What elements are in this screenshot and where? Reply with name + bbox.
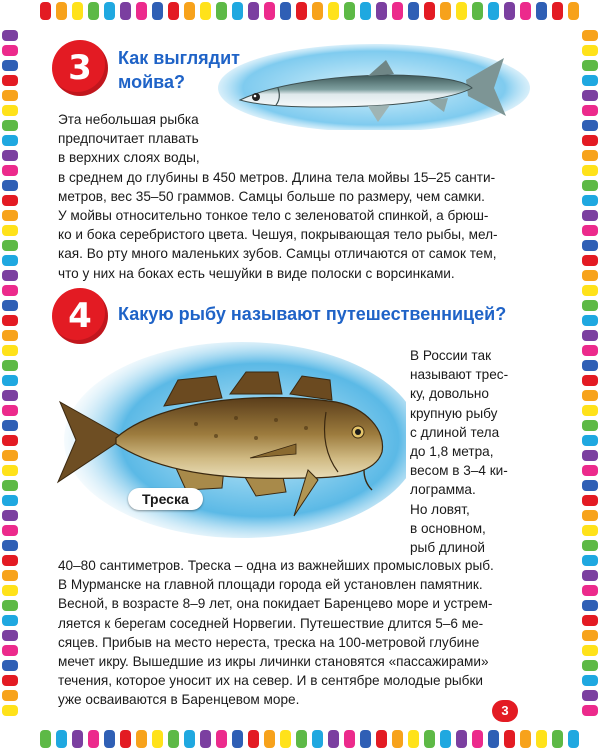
border-dot [582,255,598,266]
border-dot [424,2,435,20]
border-dot [2,615,18,626]
border-dot [344,730,355,748]
border-dot [582,705,598,716]
border-dot [360,730,371,748]
border-dot [104,2,115,20]
border-dot [2,405,18,416]
border-dot [2,315,18,326]
border-dot [312,730,323,748]
text-line: весом в 3–4 ки- [410,463,508,479]
border-dot [2,585,18,596]
border-dot [200,2,211,20]
border-dot [344,2,355,20]
border-dot [2,600,18,611]
border-dot [280,2,291,20]
border-dot [552,730,563,748]
right-border [582,0,600,750]
border-dot [582,45,598,56]
border-dot [2,285,18,296]
border-dot [582,330,598,341]
border-dot [120,2,131,20]
border-dot [582,180,598,191]
border-dot [2,45,18,56]
cod-illustration [46,340,406,538]
border-dot [248,2,259,20]
border-dot [168,2,179,20]
border-dot [582,630,598,641]
border-dot [456,730,467,748]
border-dot [582,120,598,131]
border-dot [248,730,259,748]
border-dot [582,540,598,551]
border-dot [2,255,18,266]
border-dot [582,75,598,86]
border-dot [440,730,451,748]
border-dot [2,540,18,551]
border-dot [582,315,598,326]
border-dot [2,75,18,86]
border-dot [232,2,243,20]
border-dot [392,2,403,20]
text-line: что у них на боках есть чешуйки в виде полоски с ворсинками. [58,265,455,281]
border-dot [2,360,18,371]
border-dot [2,150,18,161]
text-line: предпочитает плавать [58,131,199,147]
border-dot [2,480,18,491]
border-dot [2,165,18,176]
border-dot [152,730,163,748]
border-dot [328,730,339,748]
border-dot [152,2,163,20]
border-dot [582,150,598,161]
border-dot [2,495,18,506]
border-dot [582,285,598,296]
text-line: Весной, в возрасте 8–9 лет, она покидает Баренцево море и устрем- [58,596,493,612]
border-dot [360,2,371,20]
border-dot [472,730,483,748]
border-dot [2,120,18,131]
border-dot [2,330,18,341]
text-line: называют трес- [410,367,509,383]
border-dot [2,60,18,71]
text-line: лограмма. [410,482,476,498]
border-dot [264,2,275,20]
border-dot [2,555,18,566]
border-dot [520,730,531,748]
border-dot [216,2,227,20]
border-dot [2,435,18,446]
border-dot [582,480,598,491]
text-line: в среднем до глубины в 450 метров. Длина тела мойвы 15–25 санти- [58,169,496,185]
border-dot [40,2,51,20]
border-dot [2,195,18,206]
border-dot [2,645,18,656]
border-dot [216,730,227,748]
text-line: Эта небольшая рыбка [58,112,199,127]
border-dot [488,2,499,20]
text-line: У мойвы относительно тонкое тело с зеленоватой спинкой, а брюш- [58,208,489,224]
border-dot [582,240,598,251]
top-border [0,2,600,22]
border-dot [88,730,99,748]
border-dot [2,225,18,236]
text-line: Но ловят, [410,501,470,517]
border-dot [296,2,307,20]
border-dot [2,690,18,701]
border-dot [280,730,291,748]
border-dot [582,390,598,401]
border-dot [536,730,547,748]
border-dot [2,210,18,221]
border-dot [232,730,243,748]
border-dot [582,600,598,611]
text-line: 40–80 сантиметров. Треска – одна из важнейших промысловых рыб. [58,558,494,573]
border-dot [184,2,195,20]
border-dot [582,345,598,356]
text-line: до 1,8 метра, [410,444,494,460]
border-dot [2,660,18,671]
border-dot [582,270,598,281]
text-line: с длиной тела [410,424,500,440]
border-dot [520,2,531,20]
text-line: метров, вес 35–50 граммов. Самцы больше по размеру, чем самки. [58,188,485,204]
border-dot [56,2,67,20]
border-dot [312,2,323,20]
border-dot [582,585,598,596]
text-line: уже осваиваются в Баренцевом море. [58,692,300,708]
border-dot [2,570,18,581]
border-dot [582,465,598,476]
border-dot [582,435,598,446]
section-4-text [58,556,538,710]
text-line: сяцев. Прибыв на место нереста, треска на 100-метровой глубине [58,634,480,650]
border-dot [582,210,598,221]
text-line: течения, которое уносит их на север. И в сентябре молодые рыбки [58,673,483,689]
border-dot [582,225,598,236]
border-dot [582,90,598,101]
border-dot [536,2,547,20]
section-4-side-text [410,346,546,557]
border-dot [582,615,598,626]
border-dot [582,195,598,206]
border-dot [184,730,195,748]
border-dot [392,730,403,748]
border-dot [2,465,18,476]
border-dot [72,730,83,748]
section-4-title: Какую рыбу называют путешественницей? [118,304,507,324]
border-dot [582,105,598,116]
section-3-number-badge: 3 [52,40,108,96]
border-dot [582,30,598,41]
left-border [2,0,22,750]
border-dot [2,90,18,101]
border-dot [72,2,83,20]
border-dot [582,570,598,581]
border-dot [582,165,598,176]
border-dot [582,60,598,71]
border-dot [504,2,515,20]
border-dot [488,730,499,748]
border-dot [408,2,419,20]
text-line: В Мурманске на главной площади города ей установлен памятник. [58,577,483,593]
border-dot [582,555,598,566]
border-dot [456,2,467,20]
border-dot [40,730,51,748]
border-dot [264,730,275,748]
section-3-title-line-1: Как выглядит [118,48,240,68]
border-dot [168,730,179,748]
text-line: ку, довольно [410,386,489,402]
border-dot [504,730,515,748]
border-dot [582,450,598,461]
border-dot [2,675,18,686]
border-dot [120,730,131,748]
text-line: кая. Во рту много маленьких зубов. Самцы отличаются от самок тем, [58,246,497,262]
border-dot [2,300,18,311]
text-line: в верхних слоях воды, [58,150,200,166]
border-dot [552,2,563,20]
border-dot [582,660,598,671]
text-line: мечет икру. Вышедшие из икры личинки становятся «пассажирами» [58,654,489,670]
border-dot [582,645,598,656]
border-dot [2,240,18,251]
border-dot [136,2,147,20]
border-dot [2,180,18,191]
border-dot [296,730,307,748]
border-dot [2,525,18,536]
section-4-number-badge: 4 [52,288,108,344]
text-line: крупную рыбу [410,405,498,421]
border-dot [568,2,579,20]
border-dot [2,30,18,41]
border-dot [2,510,18,521]
border-dot [582,375,598,386]
border-dot [328,2,339,20]
border-dot [568,730,579,748]
border-dot [582,690,598,701]
border-dot [88,2,99,20]
border-dot [56,730,67,748]
border-dot [424,730,435,748]
text-line: ляется к берегам соседней Норвегии. Путешествие длится 5–6 ме- [58,615,484,631]
border-dot [2,105,18,116]
border-dot [104,730,115,748]
border-dot [376,730,387,748]
border-dot [582,300,598,311]
border-dot [2,705,18,716]
border-dot [2,270,18,281]
bottom-border [0,730,600,750]
text-line: В России так [410,348,492,363]
text-line: в основном, [410,520,486,536]
border-dot [136,730,147,748]
border-dot [2,375,18,386]
border-dot [2,135,18,146]
page-number: 3 [492,700,518,722]
border-dot [582,420,598,431]
border-dot [582,525,598,536]
border-dot [582,405,598,416]
border-dot [582,135,598,146]
border-dot [408,730,419,748]
text-line: рыб длиной [410,540,486,556]
border-dot [2,450,18,461]
border-dot [582,675,598,686]
border-dot [582,495,598,506]
section-3-text [58,110,528,283]
border-dot [2,420,18,431]
border-dot [582,510,598,521]
border-dot [2,630,18,641]
border-dot [2,390,18,401]
cod-label: Треска [128,488,203,510]
section-3-title-line-2: мойва? [118,72,185,92]
border-dot [472,2,483,20]
text-line: ко и бока серебристого цвета. Чешуя, покрывающая тело рыбы, мел- [58,227,498,243]
border-dot [440,2,451,20]
border-dot [200,730,211,748]
border-dot [2,345,18,356]
border-dot [582,360,598,371]
border-dot [376,2,387,20]
